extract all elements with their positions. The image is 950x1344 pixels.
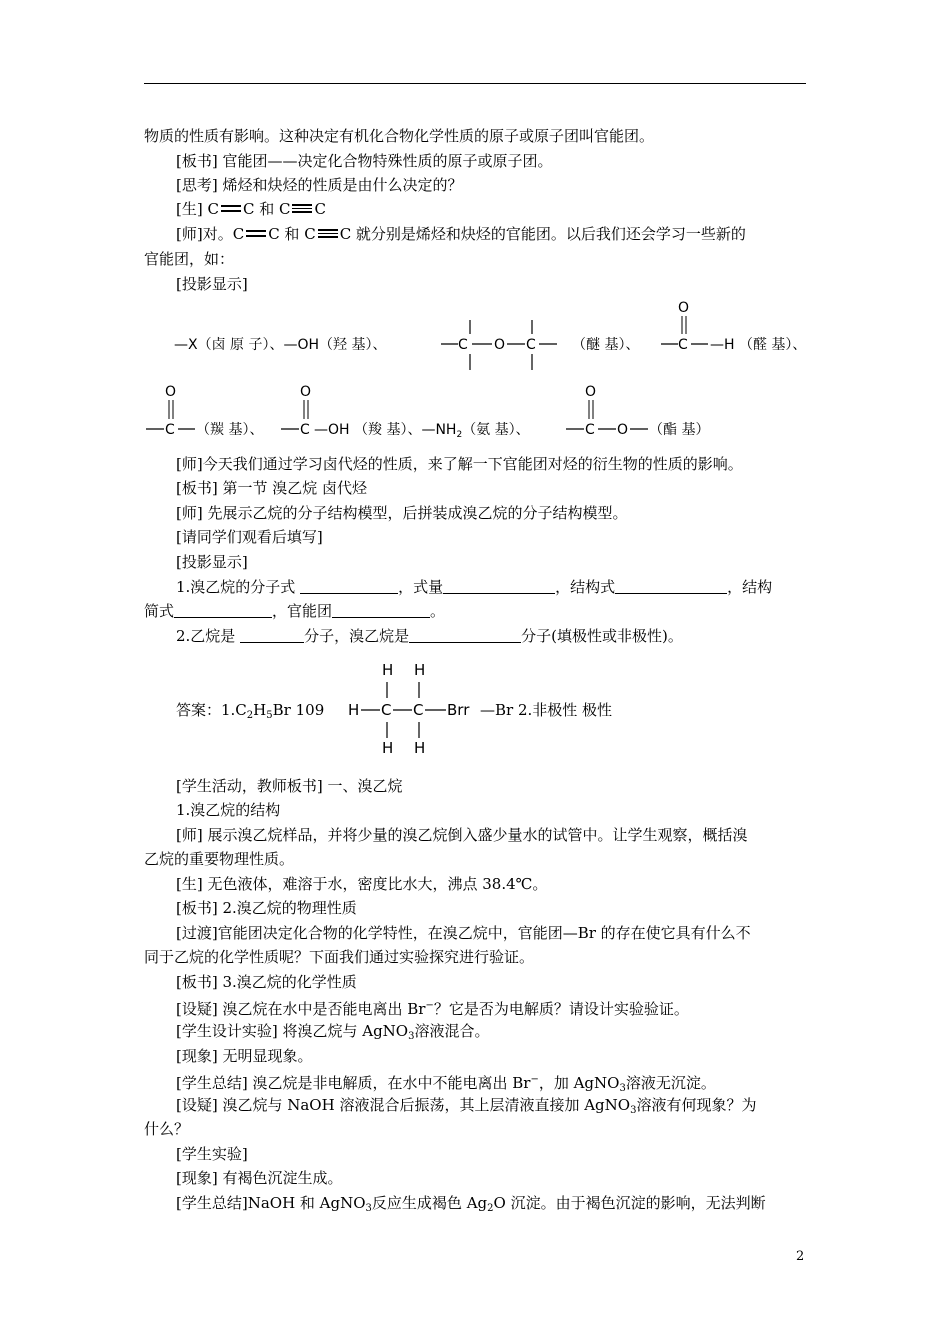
experiment-line: [学生设计实验] 将溴乙烷与 AgNO$_3$溶液混合。 (176, 1022, 490, 1042)
fill-in-question-2 (176, 624, 841, 648)
blackboard-note: [板书] 3.溴乙烷的化学性质 (176, 973, 357, 991)
carbon-atom: C (413, 701, 424, 719)
text: 分子(填极性或非极性)。 (521, 627, 683, 645)
carbon-atom: C (526, 337, 536, 353)
fill-in-question-1 (176, 575, 841, 599)
text: 2.乙烷是 (176, 627, 241, 645)
aldehyde-label: —H （醛 基）、 (710, 337, 807, 353)
oxygen-atom: O (300, 384, 312, 400)
functional-groups-figure (140, 292, 820, 444)
hydrogen-atom: H (382, 739, 394, 757)
carbon-atom: C (300, 422, 310, 438)
answer-blank (174, 602, 272, 618)
carbonyl-label: （羰 基）、 (196, 422, 264, 438)
observation-line: [现象] 无明显现象。 (176, 1047, 313, 1065)
teacher-line: [师]今天我们通过学习卤代烃的性质，来了解一下官能团对烃的衍生物的性质的影响。 (176, 455, 743, 473)
double-bond-icon (219, 202, 243, 214)
transition-line: [过渡]官能团决定化合物的化学特性，在溴乙烷中，官能团—Br 的存在使它具有什么不 (176, 924, 751, 942)
projection-label: [投影显示] (176, 553, 248, 571)
carbon-atom: C (381, 701, 392, 719)
text-line: 物质的性质有影响。这种决定有机化合物化学性质的原子或原子团叫官能团。 (144, 127, 655, 145)
text: 答案：1.C (176, 701, 247, 719)
observation-line: [现象] 有褐色沉淀生成。 (176, 1169, 343, 1187)
hydrogen-atom: H (414, 739, 426, 757)
text: [师]对。C (176, 225, 245, 243)
text: [生] C (176, 200, 219, 218)
answer-blank (409, 627, 521, 643)
carbon-atom: C (458, 337, 468, 353)
teacher-line (176, 222, 841, 246)
text-line: 乙烷的重要物理性质。 (144, 850, 295, 868)
question-line: [设疑] 溴乙烷在水中是否能电离出 Br−？它是否为电解质？请设计实验验证。 (176, 1000, 689, 1018)
triple-bond-icon (290, 202, 314, 214)
bromine-atom: Brr (447, 701, 470, 719)
hydrogen-atom: H (348, 701, 360, 719)
student-answer-line (176, 197, 841, 221)
text-line: 同于乙烷的化学性质呢？下面我们通过实验探究进行验证。 (144, 948, 535, 966)
instruction-line: [请同学们观看后填写] (176, 528, 323, 546)
bromoethane-structural-formula (340, 656, 480, 760)
text: 简式 (144, 602, 175, 620)
oxygen-atom: O (494, 337, 506, 353)
hydrogen-atom: H (382, 661, 394, 679)
text: C 和 C (242, 200, 291, 218)
experiment-label: [学生实验] (176, 1145, 248, 1163)
oxygen-atom: O (678, 300, 690, 316)
blackboard-note: [学生活动，教师板书] 一、溴乙烷 (176, 777, 403, 795)
text: C (314, 200, 326, 218)
text-line: 官能团，如： (144, 250, 235, 268)
ether-label: （醚 基）、 (572, 337, 640, 353)
oxygen-atom: O (617, 422, 629, 438)
text: ，结构式 (555, 578, 616, 596)
student-answer-line: [生] 无色液体，难溶于水，密度比水大，沸点 38.4℃。 (176, 875, 548, 893)
triple-bond-icon (316, 227, 340, 239)
answer-blank (443, 578, 555, 594)
hydrogen-atom: H (414, 661, 426, 679)
halogen-hydroxyl-label: —X（卤 原 子）、—OH（羟 基）、 (174, 337, 387, 353)
answer-blank (240, 627, 304, 643)
carbon-atom: C (165, 422, 175, 438)
fill-in-question-1-cont (144, 599, 809, 623)
answer-line: 答案：$1.C_2H_5Br$ 109 (176, 701, 325, 721)
carboxyl-amino-label: —OH （羧 基）、$—NH_2$（氨 基）、 (314, 422, 530, 440)
blackboard-note: [板书] 官能团——决定化合物特殊性质的原子或原子团。 (176, 152, 553, 170)
carbon-atom: C (678, 337, 688, 353)
blackboard-note: [板书] 2.溴乙烷的物理性质 (176, 899, 357, 917)
carbon-atom: C (585, 422, 595, 438)
text: 分子，溴乙烷是 (304, 627, 410, 645)
teacher-line: [师] 展示溴乙烷样品，并将少量的溴乙烷倒入盛少量水的试管中。让学生观察，概括溴 (176, 826, 748, 844)
text: C 和 C (268, 225, 316, 243)
oxygen-atom: O (585, 384, 597, 400)
page-number: 2 (796, 1249, 805, 1264)
answer-tail: —Br 2.非极性 极性 (480, 701, 613, 719)
text: ，官能团 (272, 602, 333, 620)
section-heading: 1.溴乙烷的结构 (176, 801, 281, 819)
question-line: [设疑] 溴乙烷与 NaOH 溶液混合后振荡，其上层清液直接加 AgNO$_3$溶液有何现象？为 (176, 1096, 757, 1116)
text: ，结构 (727, 578, 773, 596)
header-rule (144, 83, 806, 84)
text-line: 什么？ (144, 1120, 190, 1138)
question-line: [思考] 烯烃和炔烃的性质是由什么决定的？ (176, 176, 463, 194)
blackboard-note: [板书] 第一节 溴乙烷 卤代烃 (176, 479, 368, 497)
answer-blank (332, 602, 430, 618)
double-bond-icon (244, 227, 268, 239)
text: 。 (430, 602, 446, 620)
summary-line: [学生总结] 溴乙烷是非电解质，在水中不能电离出 Br−，加 AgNO$_3$溶液无沉淀。 (176, 1074, 716, 1094)
teacher-line: [师] 先展示乙烷的分子结构模型，后拼装成溴乙烷的分子结构模型。 (176, 504, 628, 522)
projection-label: [投影显示] (176, 275, 248, 293)
text: C 就分别是烯烃和炔烃的官能团。以后我们还会学习一些新的 (339, 225, 746, 243)
answer-blank (615, 578, 727, 594)
answer-blank (300, 578, 398, 594)
summary-line: [学生总结]NaOH 和 AgNO$_3$反应生成褐色 $Ag_2O$ 沉淀。由于褐色沉淀的影响，无法判断 (176, 1194, 766, 1214)
text: 1.溴乙烷的分子式 (176, 578, 301, 596)
ester-label: （酯 基） (649, 422, 710, 438)
text: ，式量 (398, 578, 444, 596)
oxygen-atom: O (165, 384, 177, 400)
